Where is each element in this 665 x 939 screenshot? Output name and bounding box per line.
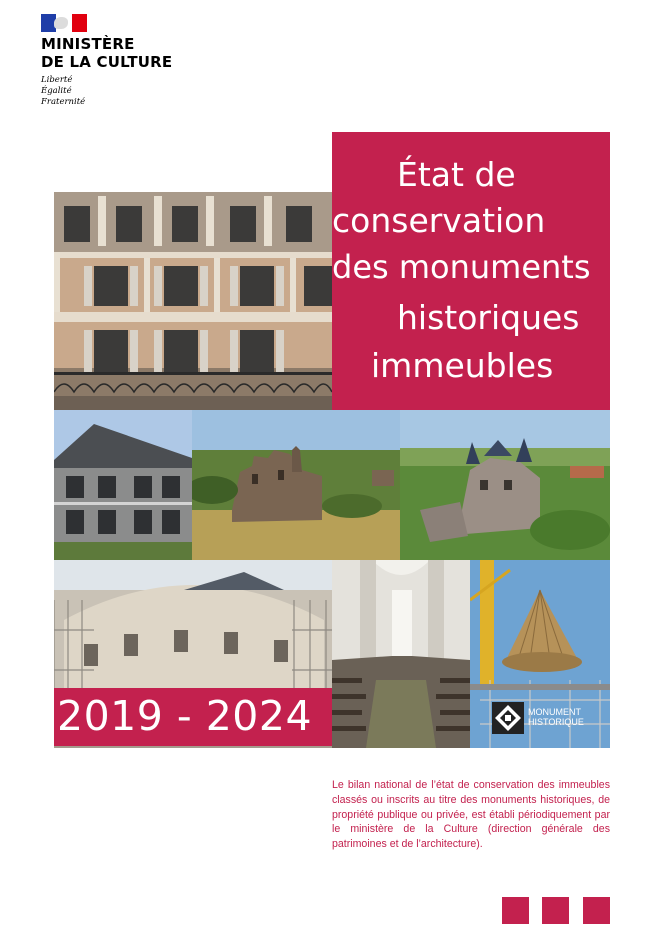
motto-liberte: Liberté bbox=[41, 75, 73, 85]
decorative-square-3 bbox=[583, 897, 610, 924]
flag-red-band bbox=[72, 14, 87, 32]
republic-flag-logo bbox=[41, 14, 87, 32]
title-line-1: État de bbox=[397, 155, 516, 194]
monument-historique-logo-icon bbox=[492, 702, 524, 734]
flag-white-band bbox=[56, 14, 71, 32]
photo-facade-building bbox=[54, 192, 332, 410]
motto-egalite: Égalité bbox=[41, 86, 72, 96]
decorative-square-2 bbox=[542, 897, 569, 924]
badge-line-1: MONUMENT bbox=[528, 707, 581, 717]
years-banner bbox=[54, 688, 332, 746]
title-line-4: historiques bbox=[397, 298, 580, 337]
ministry-name-line1: MINISTÈRE bbox=[41, 35, 135, 53]
motto-fraternite: Fraternité bbox=[41, 97, 86, 107]
title-line-2: conservation bbox=[332, 201, 546, 240]
title-line-5: immeubles bbox=[371, 346, 554, 385]
photo-church-nave bbox=[332, 560, 470, 748]
photo-chateau-aerial bbox=[400, 410, 610, 560]
ministry-name-line2: DE LA CULTURE bbox=[41, 53, 173, 71]
years-text: 2019 - 2024 bbox=[57, 692, 313, 740]
description-paragraph: Le bilan national de l’état de conservation des immeubles classés ou inscrits au titre des monuments historiques, de propriété publique ou privée, est établi périodiquement par le ministère de la Culture (direction générale des patrimoines et de l’architecture). bbox=[332, 779, 610, 851]
badge-line-2: HISTORIQUE bbox=[528, 717, 584, 727]
photo-castle-ruins bbox=[192, 410, 400, 560]
title-line-3: des monuments bbox=[332, 248, 591, 286]
decorative-square-1 bbox=[502, 897, 529, 924]
monument-historique-badge bbox=[492, 700, 597, 736]
photo-wooden-house bbox=[54, 410, 192, 560]
